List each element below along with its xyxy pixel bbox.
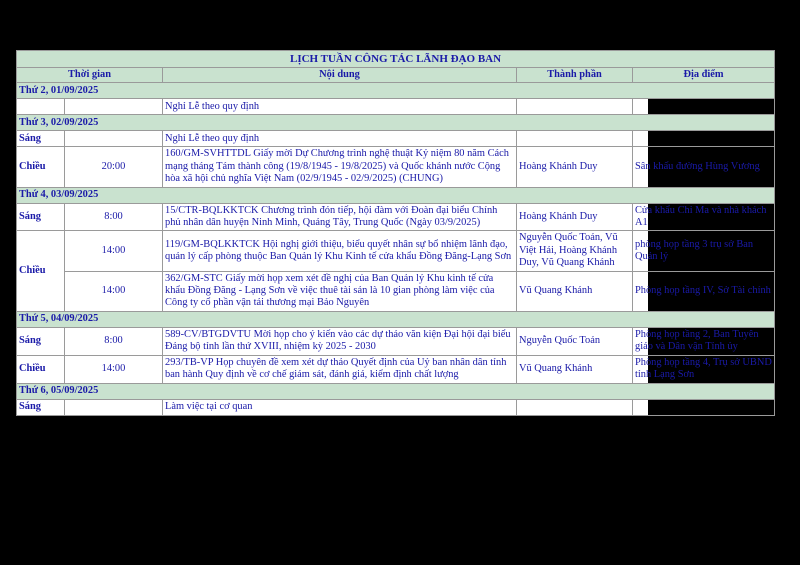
session-cell (17, 99, 65, 115)
location-cell (633, 399, 775, 415)
content-cell: Làm việc tại cơ quan (163, 399, 517, 415)
members-cell: Vũ Quang Khánh (517, 355, 633, 383)
time-cell (65, 399, 163, 415)
time-cell: 8:00 (65, 327, 163, 355)
day-label: Thứ 5, 04/09/2025 (17, 311, 775, 327)
schedule-row (17, 147, 775, 187)
location-cell (633, 99, 775, 115)
day-label: Thứ 2, 01/09/2025 (17, 83, 775, 99)
session-cell: Chiều (17, 231, 65, 311)
title-row (17, 51, 775, 68)
session-cell: Sáng (17, 399, 65, 415)
header-row (17, 68, 775, 83)
content-cell: 589-CV/BTGDVTU Mời họp cho ý kiến vào các dự thảo văn kiện Đại hội đại biểu Đảng bộ tỉnh lần thứ XVIII, nhiệm kỳ 2025 - 2030 (163, 327, 517, 355)
session-cell: Chiều (17, 147, 65, 187)
location-cell: Cửa khẩu Chi Ma và nhà khách A1 (633, 203, 775, 231)
content-cell: 160/GM-SVHTTDL Giấy mời Dự Chương trình nghệ thuật Kỷ niệm 80 năm Cách mạng tháng Tám thành công (19/8/1945 - 19/8/2025) và Quốc khánh nước Cộng hòa xã hội chủ nghĩa Việt Nam (02/9/1945 - 02/9/2025) (CHUNG) (163, 147, 517, 187)
location-cell (633, 131, 775, 147)
session-cell: Sáng (17, 131, 65, 147)
schedule-row (17, 203, 775, 231)
members-cell (517, 99, 633, 115)
day-row (17, 115, 775, 131)
content-cell: Nghỉ Lễ theo quy định (163, 99, 517, 115)
schedule-row (17, 131, 775, 147)
location-cell: Sân khấu đường Hùng Vương (633, 147, 775, 187)
day-label: Thứ 3, 02/09/2025 (17, 115, 775, 131)
content-cell: 293/TB-VP Họp chuyên đề xem xét dự thảo Quyết định của Uỷ ban nhân dân tỉnh ban hành Quy định về cơ chế giám sát, đánh giá, kiểm định chất lượng (163, 355, 517, 383)
time-cell: 14:00 (65, 231, 163, 271)
location-cell: Phòng họp tầng 4, Trụ sở UBND tỉnh Lạng Sơn (633, 355, 775, 383)
time-cell: 20:00 (65, 147, 163, 187)
day-label: Thứ 4, 03/09/2025 (17, 187, 775, 203)
header-location: Địa điểm (633, 68, 775, 83)
schedule-row (17, 399, 775, 415)
schedule-row (17, 327, 775, 355)
schedule-row (17, 99, 775, 115)
members-cell: Hoàng Khánh Duy (517, 203, 633, 231)
content-cell: 362/GM-STC Giấy mời họp xem xét đề nghị của Ban Quản lý Khu kinh tế cửa khẩu Đồng Đăng - Lạng Sơn về việc thuê tài sản là 10 gian phòng làm việc của Công ty cổ phần vận tải thương mại Bảo Nguyên (163, 271, 517, 311)
members-cell (517, 399, 633, 415)
schedule-table (16, 50, 775, 416)
time-cell (65, 131, 163, 147)
location-cell: Phòng họp tầng IV, Sở Tài chính (633, 271, 775, 311)
content-cell: 15/CTR-BQLKKTCK Chương trình đón tiếp, hội đàm với Đoàn đại biểu Chính phủ nhân dân huyện Ninh Minh, Quảng Tây, Trung Quốc (Ngày 03/9/2025) (163, 203, 517, 231)
content-cell: 119/GM-BQLKKTCK Hội nghị giới thiệu, biểu quyết nhân sự bổ nhiệm lãnh đạo, quản lý cấp phòng thuộc Ban Quản lý Khu Kinh tế cửa khẩu Đồng Đăng-Lạng Sơn (163, 231, 517, 271)
location-cell: Phòng họp tầng 2, Ban Tuyên giáo và Dân vận Tỉnh ủy (633, 327, 775, 355)
day-label: Thứ 6, 05/09/2025 (17, 383, 775, 399)
time-cell: 14:00 (65, 355, 163, 383)
session-cell: Chiều (17, 355, 65, 383)
time-cell: 8:00 (65, 203, 163, 231)
content-cell: Nghỉ Lễ theo quy định (163, 131, 517, 147)
members-cell (517, 131, 633, 147)
page-title: LỊCH TUẦN CÔNG TÁC LÃNH ĐẠO BAN (17, 51, 775, 68)
members-cell: Nguyễn Quốc Toản (517, 327, 633, 355)
time-cell: 14:00 (65, 271, 163, 311)
session-cell: Sáng (17, 327, 65, 355)
schedule-sheet (16, 50, 772, 416)
day-row (17, 383, 775, 399)
day-row (17, 311, 775, 327)
header-members: Thành phần (517, 68, 633, 83)
members-cell: Vũ Quang Khánh (517, 271, 633, 311)
day-row (17, 187, 775, 203)
header-content: Nội dung (163, 68, 517, 83)
schedule-row (17, 271, 775, 311)
header-time: Thời gian (17, 68, 163, 83)
schedule-row (17, 355, 775, 383)
day-row (17, 83, 775, 99)
members-cell: Nguyễn Quốc Toản, Vũ Việt Hải, Hoàng Khánh Duy, Vũ Quang Khánh (517, 231, 633, 271)
session-cell: Sáng (17, 203, 65, 231)
members-cell: Hoàng Khánh Duy (517, 147, 633, 187)
schedule-row (17, 231, 775, 271)
location-cell: phòng họp tầng 3 trụ sở Ban Quản lý (633, 231, 775, 271)
time-cell (65, 99, 163, 115)
